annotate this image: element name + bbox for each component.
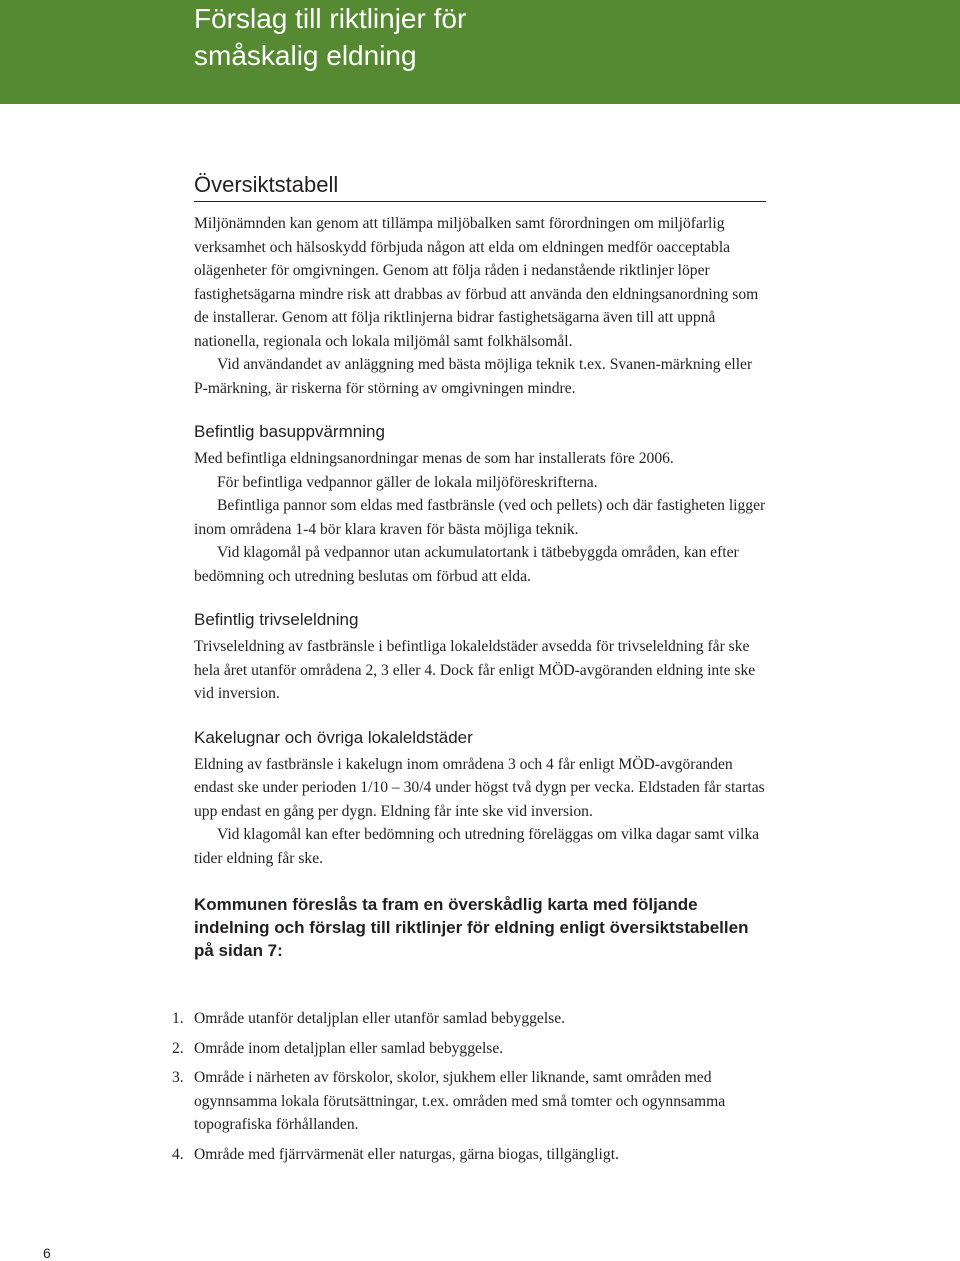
basuppvarmning-paragraph-1: Med befintliga eldningsanordningar menas de som har installerats före 2006. (194, 450, 674, 467)
list-item-number: 4. (172, 1145, 184, 1163)
basuppvarmning-paragraph-2: För befintliga vedpannor gäller de lokala miljöföreskrifterna. (217, 473, 598, 491)
basuppvarmning-section (194, 420, 766, 588)
basuppvarmning-paragraph-3: Befintliga pannor som eldas med fastbränsle (ved och pellets) och där fastigheten ligger inom områdena 1-4 bör klara kraven för bästa möjliga teknik. (194, 497, 766, 538)
list-item-text: Område i närheten av förskolor, skolor, sjukhem eller liknande, samt områden med ogynnsamma lokala förutsättningar, t.ex. områden med små tomter och ogynnsamma topografiska förhållanden. (194, 1069, 726, 1133)
overview-paragraph-2: Vid användandet av anläggning med bästa möjliga teknik t.ex. Svanen-märkning eller P-märkning, är riskerna för störning av omgivningen mindre. (194, 356, 753, 397)
page-title (194, 0, 466, 74)
page-title-line-2: småskalig eldning (194, 40, 417, 71)
basuppvarmning-heading: Befintlig basuppvärmning (194, 422, 385, 441)
main-content (194, 172, 766, 962)
list-item (172, 1037, 772, 1061)
list-item-text: Område utanför detaljplan eller utanför samlad bebyggelse. (194, 1010, 566, 1027)
page-title-line-1: Förslag till riktlinjer för (194, 3, 467, 34)
area-list (172, 1007, 772, 1166)
list-item-text: Område inom detaljplan eller samlad bebyggelse. (194, 1039, 504, 1057)
page-number: 6 (43, 1245, 51, 1261)
kakelugnar-heading: Kakelugnar och övriga lokaleldstäder (194, 727, 473, 747)
kakelugnar-paragraph-1: Eldning av fastbränsle i kakelugn inom områdena 3 och 4 får enligt MÖD-avgöranden endast ske under perioden 1/10 – 30/4 under högst två dygn per vecka. Eldstaden får startas upp endast en gång per dygn. Eldning får inte ske vid inversion. (194, 755, 765, 820)
list-item (172, 1007, 772, 1031)
list-item-text: Område med fjärrvärmenät eller naturgas, gärna biogas, tillgängligt. (194, 1145, 619, 1163)
header-banner (0, 0, 960, 104)
list-item (172, 1143, 772, 1167)
trivseleldning-paragraph-1: Trivseleldning av fastbränsle i befintliga lokaleldstäder avsedda för trivseleldning får ske hela året utanför områdena 2, 3 eller 4. Dock får enligt MÖD-avgöranden eldning inte ske vid inversion. (194, 638, 756, 702)
list-item (172, 1066, 772, 1137)
trivseleldning-section (194, 608, 766, 706)
kakelugnar-section (194, 726, 766, 871)
list-item-number: 3. (172, 1069, 184, 1086)
list-item-number: 1. (172, 1010, 184, 1027)
overview-heading: Översiktstabell (194, 172, 766, 202)
trivseleldning-heading: Befintlig trivseleldning (194, 610, 359, 629)
kommunen-section (194, 893, 766, 962)
overview-section (194, 172, 766, 400)
overview-paragraph-1: Miljönämnden kan genom att tillämpa miljöbalken samt förordningen om miljöfarlig verksamhet och hälsoskydd förbjuda någon att elda om eldningen medför oacceptabla olägenheter för omgivningen. Genom att följa råden i nedanstående riktlinjer löper fastighetsägarna mindre risk att drabbas av förbud att använda den eldningsanordning som de installerar. Genom att följa riktlinjerna bidrar fastighetsägarna även till att uppnå nationella, regionala och lokala miljömål samt folkhälsomål. (194, 215, 759, 350)
list-item-number: 2. (172, 1039, 184, 1057)
kommunen-heading: Kommunen föreslås ta fram en överskådlig karta med följande indelning och förslag till riktlinjer för eldning enligt översiktstabellen på sidan 7: (194, 895, 749, 960)
basuppvarmning-paragraph-4: Vid klagomål på vedpannor utan ackumulatortank i tätbebyggda områden, kan efter bedömning och utredning beslutas om förbud att elda. (194, 544, 739, 585)
kakelugnar-paragraph-2: Vid klagomål kan efter bedömning och utredning föreläggas om vilka dagar samt vilka tider eldning får ske. (194, 826, 760, 867)
